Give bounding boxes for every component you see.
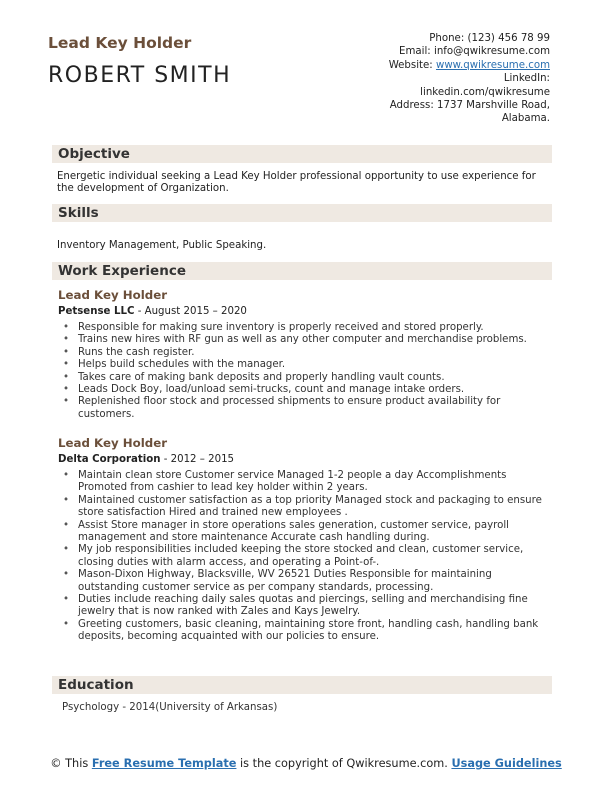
website-link[interactable]: www.qwikresume.com — [435, 59, 550, 71]
work-title: Work Experience — [58, 263, 186, 279]
objective-text: Energetic individual seeking a Lead Key Holder professional opportunity to use experience for the development of Organization. — [57, 171, 536, 195]
footer: © This Free Resume Template is the copyright of Qwikresume.com. Usage Guidelines — [50, 757, 562, 770]
job-2-dates: - 2012 – 2015 — [160, 454, 235, 465]
objective-section-header — [52, 145, 552, 163]
candidate-name: ROBERT SMITH — [48, 63, 232, 88]
list-item: • Trains new hires with RF gun as well as any other computer and merchandise problems. — [63, 334, 555, 346]
contact-linkedin-label: LinkedIn: — [503, 73, 550, 85]
work-section-header — [52, 262, 552, 280]
job-2-company-line — [58, 454, 234, 465]
education-section-header — [52, 676, 552, 694]
skills-section-header — [52, 204, 552, 222]
list-item: • My job responsibilities included keeping the store stocked and clean, customer service, closing duties with alarm access, and operating a Point-of-. — [63, 544, 555, 569]
list-item: • Takes care of making bank deposits and properly handling vault counts. — [63, 372, 555, 384]
contact-address-line2: Alabama. — [501, 113, 550, 125]
education-title: Education — [58, 677, 134, 693]
job-1-company: Petsense LLC — [58, 306, 135, 317]
contact-email: Email: info@qwikresume.com — [399, 46, 550, 58]
job-1-dates: - August 2015 – 2020 — [134, 306, 247, 317]
skills-text: Inventory Management, Public Speaking. — [57, 240, 267, 251]
skills-title: Skills — [58, 205, 99, 221]
job-1-bullets — [63, 322, 555, 421]
list-item: • Replenished floor stock and processed shipments to ensure product availability for customers. — [63, 396, 555, 421]
job-title: Lead Key Holder — [48, 34, 192, 52]
contact-linkedin: linkedin.com/qwikresume — [420, 86, 550, 98]
list-item: • Responsible for making sure inventory is properly received and stored properly. — [63, 322, 555, 334]
free-resume-template-link[interactable]: Free Resume Template — [91, 757, 237, 770]
job-2-company: Delta Corporation — [58, 454, 161, 465]
list-item: • Assist Store manager in store operations sales generation, customer service, payroll management and store maintenance Accurate cash handling during. — [63, 520, 555, 545]
job-2-role: Lead Key Holder — [58, 436, 168, 450]
job-2-bullets — [63, 470, 555, 644]
usage-guidelines-link[interactable]: Usage Guidelines — [451, 757, 562, 770]
contact-phone: Phone: (123) 456 78 99 — [429, 33, 550, 44]
list-item: • Maintained customer satisfaction as a top priority Managed stock and packaging to ensure store satisfaction Hired and trained new employees . — [63, 495, 555, 520]
job-1-role: Lead Key Holder — [58, 288, 168, 302]
list-item: • Helps build schedules with the manager. — [63, 359, 555, 371]
contact-website: Website: www.qwikresume.com — [388, 59, 550, 71]
list-item: • Leads Dock Boy, load/unload semi-trucks, count and manage intake orders. — [63, 384, 555, 396]
list-item: • Mason-Dixon Highway, Blacksville, WV 26521 Duties Responsible for maintaining outstanding customer service as per company standards, processing. — [63, 569, 555, 594]
list-item: • Runs the cash register. — [63, 347, 555, 359]
list-item: • Maintain clean store Customer service Managed 1-2 people a day Accomplishments Promoted from cashier to lead key holder within 2 years. — [63, 470, 555, 495]
job-1-company-line — [58, 306, 247, 317]
contact-address: Address: 1737 Marshville Road, — [389, 100, 550, 112]
list-item: • Duties include reaching daily sales quotas and piercings, selling and merchandising fine jewelry that is now ranked with Zales and Kays Jewelry. — [63, 594, 555, 619]
objective-title: Objective — [58, 146, 130, 162]
list-item: • Greeting customers, basic cleaning, maintaining store front, handling cash, handling bank deposits, becoming acquainted with our policies to ensure. — [63, 619, 555, 644]
education-text: Psychology - 2014(University of Arkansas) — [62, 702, 278, 713]
contact-block — [320, 32, 550, 126]
